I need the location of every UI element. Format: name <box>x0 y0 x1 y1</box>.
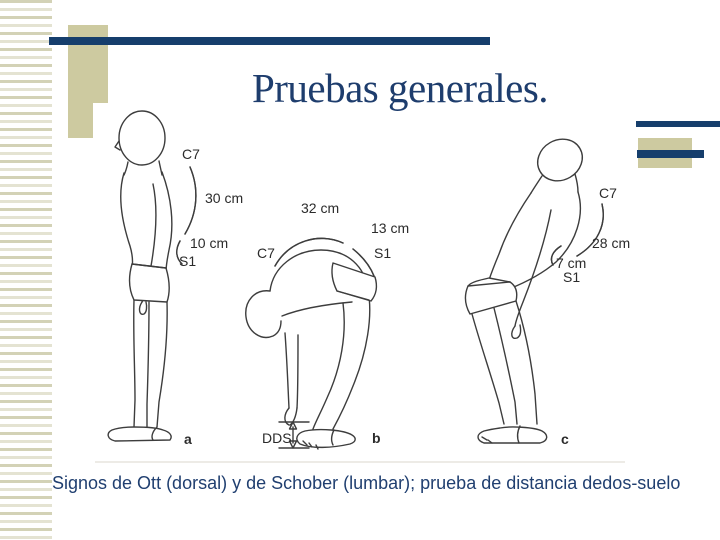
slide-caption: Signos de Ott (dorsal) y de Schober (lumbar); prueba de distancia dedos-suelo <box>52 473 681 493</box>
diagram-label-a-s1: S1 <box>179 253 197 269</box>
diagram-label-b-32-cm: 32 cm <box>301 200 340 216</box>
diagram-label-b-13-cm: 13 cm <box>371 220 410 236</box>
anatomy-figures-illustration <box>60 100 660 470</box>
figure-c-extension <box>465 131 603 443</box>
diagram-label-c-s1: S1 <box>563 269 581 285</box>
slide-title: Pruebas generales. <box>251 65 549 111</box>
diagram-label-b-c7: C7 <box>257 245 275 261</box>
diagram-label-b-b: b <box>372 430 381 446</box>
diagram-label-c-c: c <box>561 431 569 447</box>
diagram-label-a-c7: C7 <box>182 146 200 162</box>
diagram-label-c-c7: C7 <box>599 185 617 201</box>
figure-b-forward-flexion <box>246 238 377 449</box>
diagram-label-c-7-cm: 7 cm <box>556 255 587 271</box>
diagram-label-b-s1: S1 <box>374 245 392 261</box>
diagram-label-c-28-cm: 28 cm <box>592 235 631 251</box>
diagram-label-a-10-cm: 10 cm <box>190 235 229 251</box>
diagram-label-a-a: a <box>184 431 192 447</box>
diagram-label-b-dds: DDS <box>262 430 292 446</box>
diagram-label-a-30-cm: 30 cm <box>205 190 244 206</box>
